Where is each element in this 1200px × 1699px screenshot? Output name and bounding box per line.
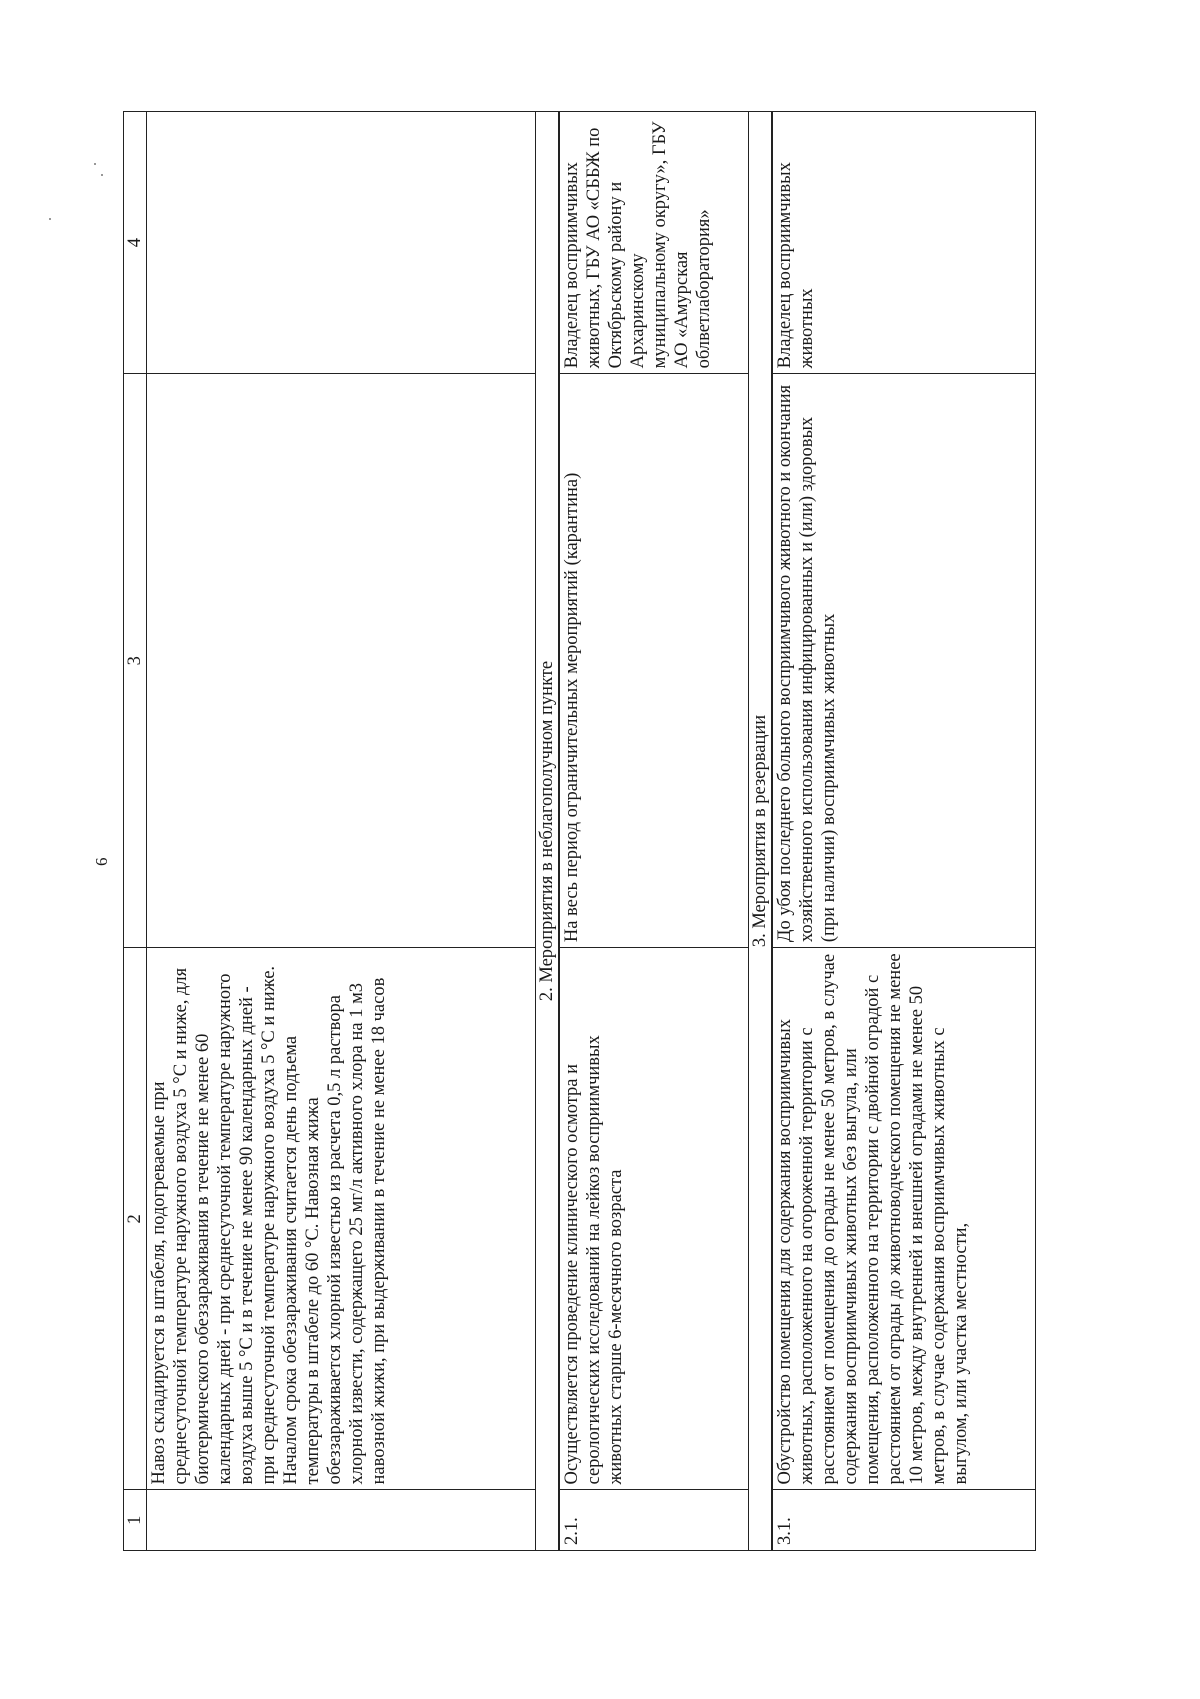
term-cell (147, 374, 536, 948)
row-number-cell (147, 1490, 536, 1551)
section-heading-3: 3. Мероприятия в резервации (749, 112, 773, 1551)
measures-table (123, 111, 1036, 1551)
column-header-1: 1 (124, 1490, 147, 1551)
table-row (772, 112, 1036, 1551)
table-row (147, 112, 536, 1551)
scan-speck (101, 174, 103, 176)
responsible-cell: Владелец восприимчивых животных, ГБУ АО «СББЖ по Октябрьскому району и Архаринскому муниципальному округу», ГБУ АО «Амурская облветлаборатория» (559, 112, 749, 374)
measure-cell: Осуществляется проведение клинического осмотра и серологических исследований на лейкоз восприимчивых животных старше 6-месячного возраста (559, 948, 749, 1490)
page-number: 6 (92, 857, 111, 866)
scan-speck (49, 218, 51, 220)
term-cell: До убоя последнего больного восприимчивого животного и окончания хозяйственного использования инфицированных и (или) здоровых (при наличии) восприимчивых животных (772, 374, 1036, 948)
section-heading-row (536, 112, 560, 1551)
row-number-cell: 2.1. (559, 1490, 749, 1551)
section-heading-2: 2. Мероприятия в неблагополучном пункте (536, 112, 560, 1551)
scan-speck (94, 163, 96, 165)
table-header-row (124, 112, 147, 1551)
responsible-cell: Владелец восприимчивых животных (772, 112, 1036, 374)
column-header-3: 3 (124, 374, 147, 948)
column-header-2: 2 (124, 948, 147, 1490)
term-cell: На весь период ограничительных мероприятий (карантина) (559, 374, 749, 948)
section-heading-row (749, 112, 773, 1551)
rotated-table-container (123, 111, 1083, 1551)
measure-cell: Навоз складируется в штабеля, подогреваемые при среднесуточной температуре наружного воздуха 5 °С и ниже, для биотермического обеззараживания в течение не менее 60 календарных дней - при среднесуточной температуре наружного воздуха выше 5 °С и в течение не менее 90 календарных дней - при среднесуточной температуре наружного воздуха 5 °С и ниже. Началом срока обеззараживания считается день подъема температуры в штабеле до 60 °С. Навозная жижа обеззараживается хлорной известью из расчета 0,5 л раствора хлорной извести, содержащего 25 мг/л активного хлора на 1 м3 навозной жижи, при выдерживании в течение не менее 18 часов (147, 948, 536, 1490)
measure-cell: Обустройство помещения для содержания восприимчивых животных, расположенного на огороженной территории с расстоянием от помещения до ограды не менее 50 метров, в случае содержания восприимчивых животных без выгула, или помещения, расположенного на территории с двойной оградой с расстоянием от ограды до животноводческого помещения не менее 10 метров, между внутренней и внешней оградами не менее 50 метров, в случае содержания восприимчивых животных с выгулом, или участка местности, (772, 948, 1036, 1490)
table-row (559, 112, 749, 1551)
column-header-4: 4 (124, 112, 147, 374)
responsible-cell (147, 112, 536, 374)
row-number-cell: 3.1. (772, 1490, 1036, 1551)
